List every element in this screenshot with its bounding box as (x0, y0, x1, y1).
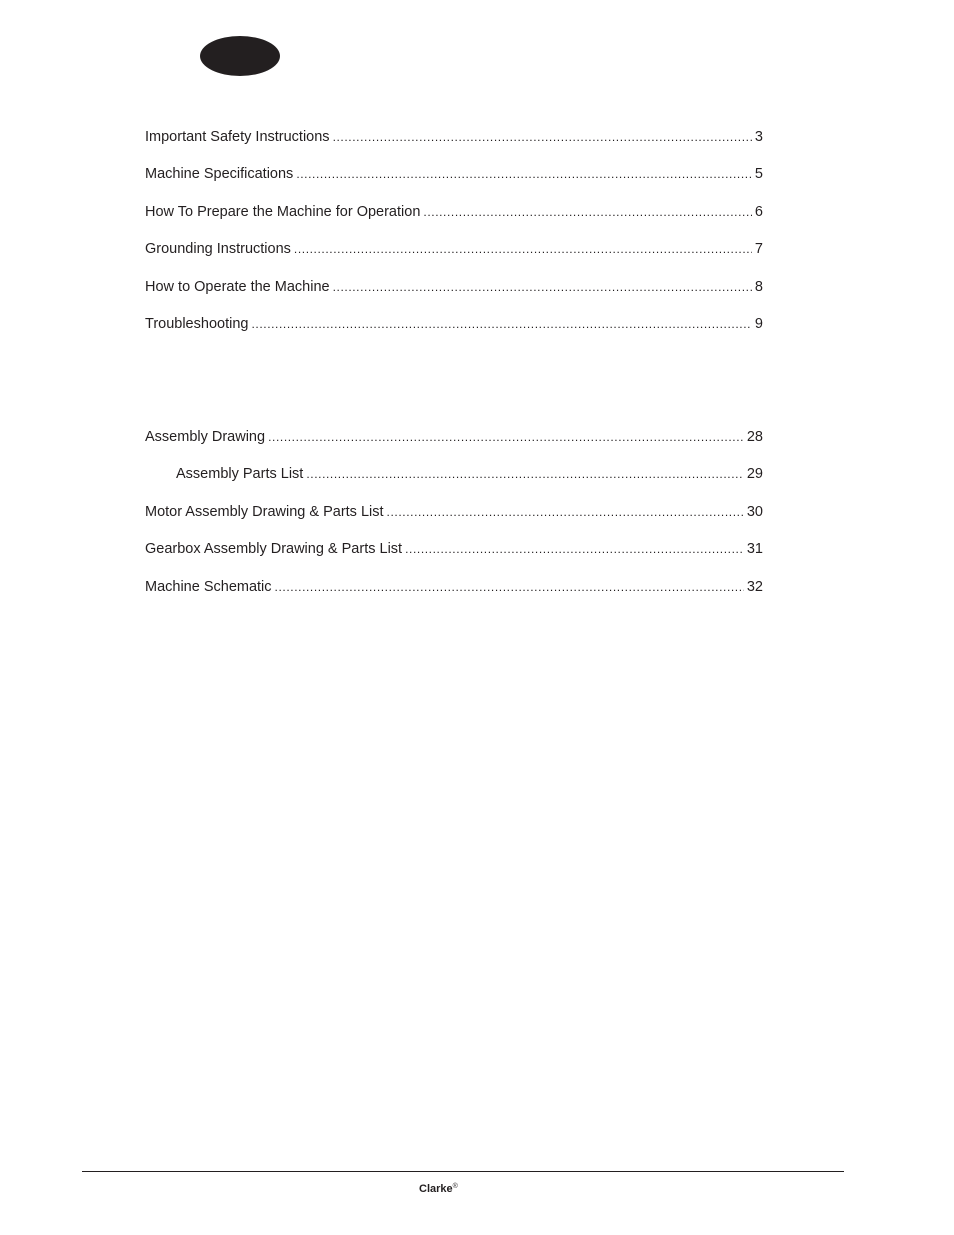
toc-entry-title: How To Prepare the Machine for Operation (145, 203, 421, 220)
toc-entry (145, 165, 763, 202)
toc-entry (145, 203, 763, 240)
toc-entry-title: Grounding Instructions (145, 241, 291, 258)
toc-leader-dots (275, 578, 744, 596)
toc-leader-dots (405, 540, 744, 558)
toc-leader-dots (296, 165, 752, 183)
toc-leader-dots (251, 315, 751, 333)
toc-entry-page: 5 (754, 166, 763, 183)
toc-leader-dots (333, 278, 752, 296)
toc-entry-page: 7 (754, 241, 763, 258)
toc-entry (145, 128, 763, 165)
toc-entry-page: 31 (746, 541, 763, 558)
toc-entry-page: 9 (754, 315, 763, 332)
toc-entry-page: 3 (754, 129, 763, 145)
toc-entry (145, 540, 763, 577)
toc-entry-sub (145, 465, 763, 502)
toc-leader-dots (387, 503, 744, 521)
toc-entry (145, 315, 763, 352)
toc-entry-title: Machine Schematic (145, 578, 272, 595)
toc-leader-dots (294, 240, 752, 258)
toc-entry-title: Important Safety Instructions (145, 129, 330, 145)
toc-entry-title: How to Operate the Machine (145, 278, 330, 295)
toc-entry-title: Gearbox Assembly Drawing & Parts List (145, 541, 403, 558)
toc-entry-page: 30 (746, 503, 763, 520)
toc-entry-title: Troubleshooting (145, 315, 249, 332)
toc-entry (145, 578, 763, 615)
toc-leader-dots (333, 128, 752, 146)
toc-entry-page: 32 (746, 578, 763, 595)
toc-leader-dots (268, 428, 744, 446)
toc-section-operation (145, 128, 763, 352)
toc-entry-title: Assembly Drawing (145, 429, 266, 445)
toc-entry-page: 8 (754, 278, 763, 295)
toc-entry-page: 28 (746, 429, 763, 445)
registered-mark: ® (452, 1183, 458, 1190)
toc-entry (145, 428, 763, 465)
toc-entry-page: 6 (754, 203, 763, 220)
toc-entry (145, 278, 763, 315)
toc-section-parts (145, 428, 763, 615)
footer-brand (419, 1180, 458, 1196)
toc-entry-page: 29 (746, 466, 763, 483)
toc-entry-title: Assembly Parts List (176, 466, 304, 483)
toc-leader-dots (306, 465, 744, 483)
toc-entry-title: Machine Specifications (145, 166, 294, 183)
footer-brand-name: Clarke (419, 1183, 453, 1195)
toc-leader-dots (423, 203, 752, 221)
toc-entry (145, 240, 763, 277)
toc-entry-title: Motor Assembly Drawing & Parts List (145, 503, 384, 520)
footer-divider (82, 1171, 844, 1172)
header-badge (200, 36, 280, 76)
toc-entry (145, 503, 763, 540)
